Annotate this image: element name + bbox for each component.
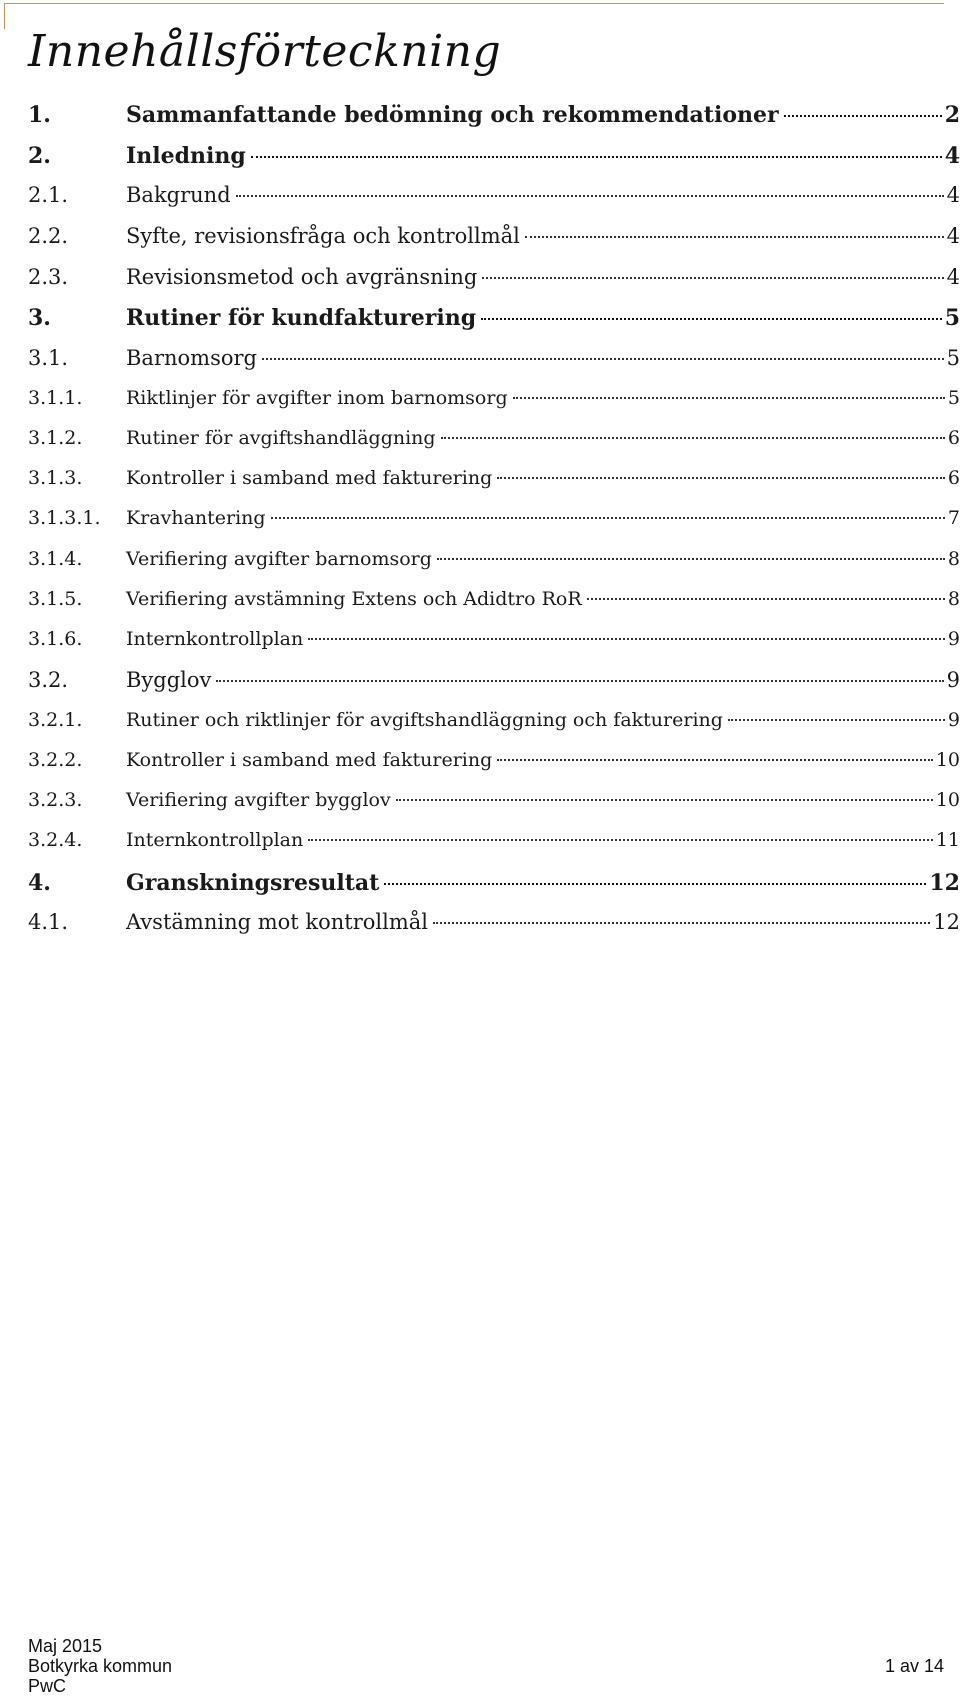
toc-entry-number: 3.2.1. [28,708,83,731]
toc-entry-number: 3.2.2. [28,749,83,771]
toc-entry-label: Verifiering avgifter barnomsorg [126,547,432,570]
toc-entry-page-number: 6 [947,427,960,449]
toc-entry-label: Internkontrollplan [126,829,304,852]
toc-entry[interactable] [28,387,960,427]
footer-author: PwC [28,1676,67,1696]
toc-entry[interactable] [28,749,960,789]
toc-entry-label: Bygglov [126,668,212,693]
footer-page-indicator: 1 av 14 [884,1656,944,1676]
toc-entry-number: 4.1. [28,910,69,935]
toc-dot-leader [396,799,933,801]
toc-entry-page-number: 5 [946,346,960,371]
toc-dot-leader [497,477,945,479]
toc-entry-number: 3.1. [28,346,69,371]
toc-entry[interactable] [28,548,960,588]
toc-dot-leader [482,277,943,279]
toc-dot-leader [251,156,942,158]
toc-entry-page-number: 4 [946,224,960,249]
toc-entry[interactable] [28,789,960,829]
toc-dot-leader [271,517,945,519]
toc-entry-page-number: 4 [944,142,960,169]
toc-entry-number: 3.1.3.1. [28,507,101,530]
toc-entry-page-number: 12 [929,869,960,896]
toc-entry-number: 3.1.3. [28,467,83,490]
toc-entry-label: Rutiner för kundfakturering [126,305,477,332]
toc-dot-leader [308,638,945,640]
page-title: Innehållsförteckning [28,26,502,77]
toc-entry-page-number: 4 [946,183,960,208]
toc-entry-label: Kontroller i samband med fakturering [126,467,493,490]
toc-entry-label: Inledning [126,142,246,169]
toc-entry-label: Bakgrund [126,183,231,208]
toc-entry-label: Internkontrollplan [126,627,304,650]
toc-entry-number: 3.1.4. [28,547,83,570]
toc-entry[interactable] [28,183,960,224]
toc-entry-label: Syfte, revisionsfråga och kontrollmål [126,224,520,249]
toc-entry[interactable] [28,588,960,628]
toc-entry[interactable] [28,507,960,547]
toc-entry-page-number: 11 [935,829,960,852]
toc-entry-page-number: 8 [947,547,960,570]
toc-dot-leader [384,883,926,885]
toc-entry-page-number: 8 [947,587,960,610]
toc-entry-page-number: 9 [947,708,960,731]
toc-entry[interactable] [28,628,960,668]
toc-entry-number: 3.1.6. [28,627,83,650]
toc-entry-page-number: 10 [935,749,960,771]
toc-entry-number: 2.1. [28,183,69,208]
toc-entry[interactable] [28,870,960,911]
page-footer [28,1636,944,1696]
toc-entry-page-number: 9 [947,627,960,650]
toc-entry[interactable] [28,224,960,265]
toc-entry-label: Avstämning mot kontrollmål [126,910,428,935]
toc-entry-label: Rutiner och riktlinjer för avgiftshandläggning och fakturering [126,708,723,731]
toc-entry[interactable] [28,709,960,749]
toc-entry-number: 3.2. [28,668,69,693]
corner-mark-top [4,3,944,4]
toc-entry-number: 2. [28,142,51,169]
toc-entry[interactable] [28,305,960,346]
toc-dot-leader [525,236,944,238]
toc-entry-number: 2.2. [28,224,69,249]
toc-entry[interactable] [28,427,960,467]
toc-dot-leader [437,558,945,560]
toc-entry-page-number: 5 [947,386,960,409]
toc-entry[interactable] [28,910,960,951]
toc-entry-number: 2.3. [28,264,69,289]
toc-dot-leader [784,115,942,117]
toc-entry-page-number: 12 [933,910,960,935]
toc-entry-page-number: 9 [946,668,960,693]
toc-entry-page-number: 4 [946,264,960,289]
toc-dot-leader [236,195,944,197]
toc-dot-leader [481,318,942,320]
toc-entry[interactable] [28,102,960,143]
toc-entry[interactable] [28,668,960,709]
toc-dot-leader [433,922,930,924]
toc-dot-leader [262,358,944,360]
toc-entry-page-number: 10 [935,789,960,812]
toc-dot-leader [587,598,945,600]
toc-entry-page-number: 7 [947,507,960,530]
toc-entry-label: Verifiering avstämning Extens och Adidtro RoR [126,587,582,610]
footer-organization: Botkyrka kommun [28,1656,173,1676]
toc-entry-label: Rutiner för avgiftshandläggning [126,427,436,449]
toc-entry-label: Kravhantering [126,507,266,530]
toc-entry-number: 3.1.1. [28,386,83,409]
toc-entry-label: Kontroller i samband med fakturering [126,749,493,771]
toc-entry-number: 4. [28,869,51,896]
toc-entry-number: 1. [28,102,51,128]
footer-date: Maj 2015 [28,1636,103,1656]
toc-list [28,102,960,951]
toc-entry-number: 3. [28,305,51,332]
toc-entry-number: 3.2.4. [28,829,83,852]
toc-entry-label: Revisionsmetod och avgränsning [126,264,478,289]
toc-entry-number: 3.1.2. [28,427,83,449]
toc-entry-label: Riktlinjer för avgifter inom barnomsorg [126,386,508,409]
toc-entry[interactable] [28,467,960,507]
toc-entry-number: 3.1.5. [28,587,83,610]
toc-entry[interactable] [28,829,960,869]
toc-entry[interactable] [28,346,960,387]
toc-dot-leader [216,680,943,682]
toc-dot-leader [497,759,933,761]
toc-entry-label: Barnomsorg [126,346,257,371]
toc-dot-leader [728,719,945,721]
toc-dot-leader [308,839,933,841]
toc-entry-page-number: 5 [944,305,960,332]
toc-entry-label: Sammanfattande bedömning och rekommendationer [126,102,779,128]
toc-entry[interactable] [28,143,960,184]
toc-dot-leader [441,437,945,439]
toc-entry-page-number: 6 [947,467,960,490]
toc-entry-label: Verifiering avgifter bygglov [126,789,391,812]
toc-entry-label: Granskningsresultat [126,869,380,896]
toc-entry-number: 3.2.3. [28,789,83,812]
corner-mark-left [4,3,5,29]
toc-entry-page-number: 2 [944,102,960,128]
toc-dot-leader [513,397,945,399]
toc-entry[interactable] [28,265,960,306]
